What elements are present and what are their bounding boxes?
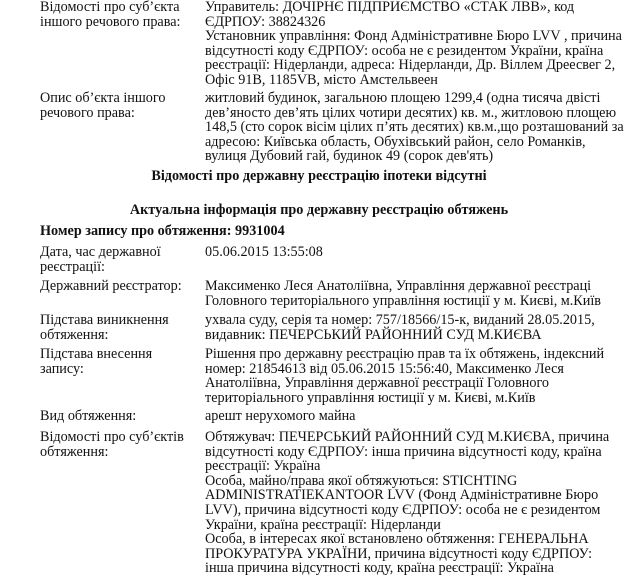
value-line: ухвала суду, серія та номер: 757/18566/15-к, виданий 28.05.2015, xyxy=(205,312,595,328)
value-line: арешт нерухомого майна xyxy=(205,408,356,424)
value-line: Управитель: ДОЧІРНЄ ПІДПРИЄМСТВО «СТАК ЛВВ», код xyxy=(205,0,575,15)
value-line: Особа, в інтересах якої встановлено обтяження: ГЕНЕРАЛЬНА xyxy=(205,531,589,548)
value-line: територіального управління юстиції у м. Києві, м.Київ xyxy=(205,389,536,406)
value-line: Анатоліївна, Управління державної реєстрації Головного xyxy=(205,375,550,392)
field-label: Підстава виникнення обтяження: xyxy=(40,312,169,343)
field-label: Опис об’єкта іншого речового права: xyxy=(40,90,166,121)
value-line: номер: 21854613 від 05.06.2015 15:56:40, Максименко Леся xyxy=(205,360,564,377)
value-line: реєстрації: Нідерланди, адреса: Нідерланди, Др. Віллем Дреесвег 2, xyxy=(205,57,616,74)
row-subject-other-right xyxy=(40,0,622,88)
value-line: адресою: Київська область, Обухівський район, село Романків, xyxy=(205,133,586,150)
row-encumbrance-basis xyxy=(40,313,600,342)
value-line: Офіс 91В, 1185VB, місто Амстельвеен xyxy=(205,71,438,88)
value-line: вулиця Дубовий гай, будинок 49 (сорок дев'ять) xyxy=(205,148,494,165)
value-line: ПРОКУРАТУРА УКРАЇНИ, причина відсутності коду ЄДРПОУ: xyxy=(205,545,593,562)
row-state-registrar xyxy=(40,279,600,308)
value-line: Особа, майно/права якої обтяжуються: STICHTING xyxy=(205,472,518,489)
field-value xyxy=(205,429,610,576)
field-label: Вид обтяження: xyxy=(40,408,137,424)
field-value xyxy=(205,409,600,424)
value-line: житловий будинок, загальною площею 1299,4 (одна тисяча двісті xyxy=(205,90,601,106)
field-value xyxy=(205,346,605,406)
value-line: України, країна реєстрації: Нідерланди xyxy=(205,516,441,533)
row-entry-basis xyxy=(40,346,605,406)
value-line: інша причина відсутності коду, країна реєстрації: Україна xyxy=(205,560,554,576)
row-encumbrance-subjects xyxy=(40,429,610,576)
value-line: ЄДРПОУ: 38824326 xyxy=(205,13,326,30)
field-value xyxy=(205,313,600,342)
value-line: відсутності коду ЄДРПОУ: особа не є резидентом України, країна xyxy=(205,42,604,59)
encumbrance-section-title: Актуальна інформація про державну реєстрацію обтяжень xyxy=(129,202,509,218)
row-object-description xyxy=(40,90,624,165)
value-line: Обтяжувач: ПЕЧЕРСЬКИЙ РАЙОННИЙ СУД М.КИЄВА, причина xyxy=(205,429,610,445)
row-encumbrance-type xyxy=(40,409,600,424)
field-label: Дата, час державної реєстрації: xyxy=(40,244,161,275)
row-registration-datetime xyxy=(40,245,600,274)
value-line: ADMINISTRATIEKANTOOR LVV (Фонд Адміністративне Бюро xyxy=(205,487,599,504)
value-line: Установник управління: Фонд Адміністративне Бюро LVV , причина xyxy=(205,28,622,45)
field-value xyxy=(205,279,600,308)
field-label: Відомості про суб’єкта іншого речового права: xyxy=(40,0,181,30)
field-label: Державний реєстратор: xyxy=(40,278,182,294)
field-label: Відомості про суб’єктів обтяження: xyxy=(40,429,184,460)
value-line: LVV), причина відсутності коду ЄДРПОУ: особа не є резидентом xyxy=(205,501,601,518)
field-value xyxy=(205,0,622,88)
value-line: Максименко Леся Анатоліївна, Управління державної реєстраці xyxy=(205,278,592,294)
value-line: 148,5 (сто сорок вісім цілих п’ять десятих) кв.м.,що розташований за xyxy=(205,119,624,136)
record-number: Номер запису про обтяження: 9931004 xyxy=(40,223,285,239)
mortgage-section-title: Відомості про державну реєстрацію іпотеки відсутні xyxy=(151,168,487,184)
value-line: дев’яносто дев’ять цілих чотири десятих) кв. м., житловою площею xyxy=(205,104,617,121)
value-line: Рішення про державну реєстрацію прав та їх обтяжень, індексний xyxy=(205,346,605,362)
value-line: реєстрації: Україна xyxy=(205,458,321,475)
value-line: відсутності коду ЄДРПОУ: інша причина відсутності коду, країна xyxy=(205,443,602,460)
value-line: Головного територіального управління юстиції у м. Києві, м.Київ xyxy=(205,292,602,309)
value-line: 05.06.2015 13:55:08 xyxy=(205,244,323,260)
value-line: видавник: ПЕЧЕРСЬКИЙ РАЙОННИЙ СУД М.КИЄВА xyxy=(205,326,542,343)
field-value xyxy=(205,90,624,165)
field-value xyxy=(205,245,600,274)
field-label: Підстава внесення запису: xyxy=(40,346,153,377)
